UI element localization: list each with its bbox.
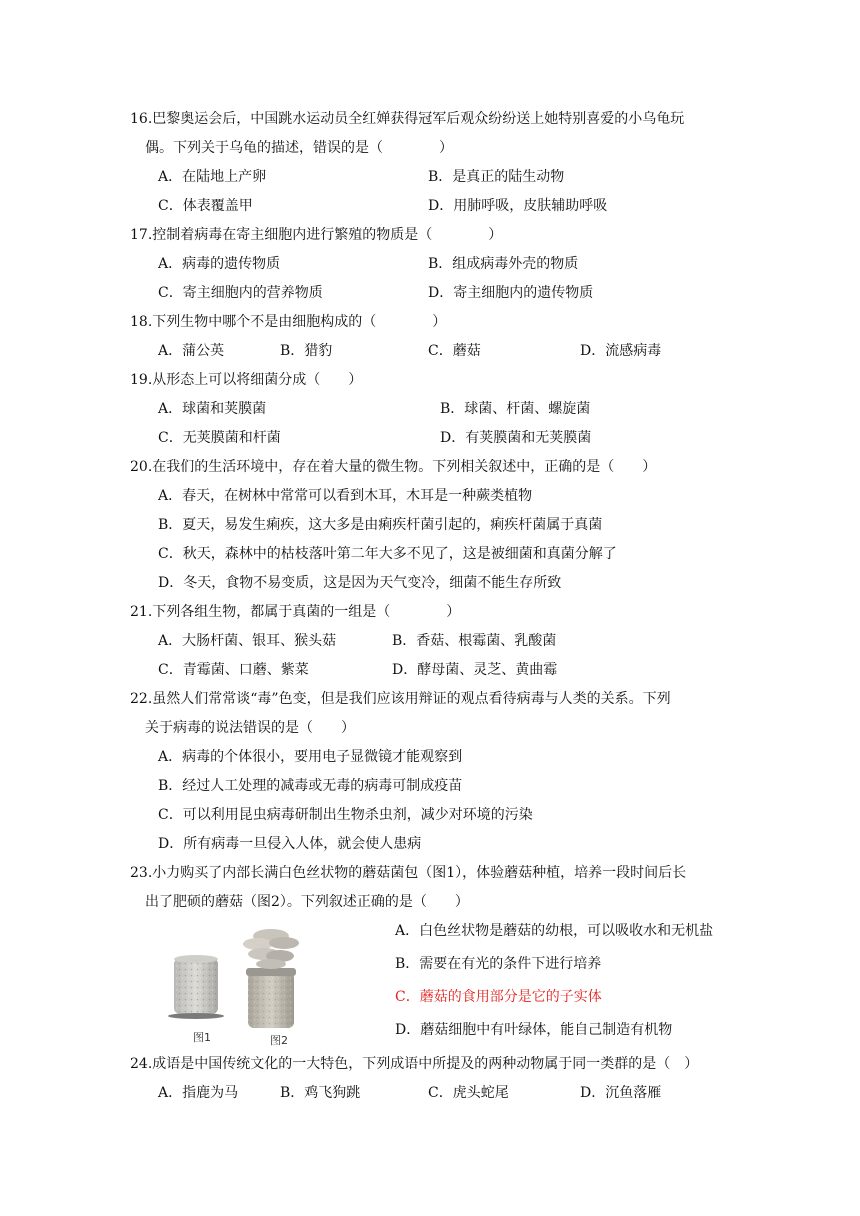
q22-option-c: C．可以利用昆虫病毒研制出生物杀虫剂，减少对环境的污染 xyxy=(158,807,533,823)
question-22-line1: 22.虽然人们常常谈“毒”色变，但是我们应该用辩证的观点看待病毒与人类的关系。下列 xyxy=(130,691,671,707)
q22-option-b: B．经过人工处理的减毒或无毒的病毒可制成疫苗 xyxy=(158,778,463,794)
q21-option-d: D．酵母菌、灵芝、黄曲霉 xyxy=(392,662,558,678)
q24-option-d: D．沉鱼落雁 xyxy=(580,1085,662,1101)
q24-option-b: B．鸡飞狗跳 xyxy=(280,1085,361,1101)
q20-option-b: B．夏天，易发生痢疾，这大多是由痢疾杆菌引起的，痢疾杆菌属于真菌 xyxy=(158,517,603,533)
q22-option-a: A．病毒的个体很小，要用电子显微镜才能观察到 xyxy=(158,749,463,765)
question-16-line1: 16.巴黎奥运会后，中国跳水运动员全红婵获得冠军后观众纷纷送上她特别喜爱的小乌龟玩 xyxy=(130,111,685,127)
question-19: 19.从形态上可以将细菌分成（ ） xyxy=(130,372,363,388)
q17-option-a: A．病毒的遗传物质 xyxy=(158,256,281,272)
q23-option-a: A．白色丝状物是蘑菇的幼根，可以吸收水和无机盐 xyxy=(395,923,714,939)
q17-option-b: B．组成病毒外壳的物质 xyxy=(428,256,579,272)
q21-option-c: C．青霉菌、口蘑、紫菜 xyxy=(158,662,309,678)
q19-option-b: B．球菌、杆菌、螺旋菌 xyxy=(440,401,591,417)
question-23-line1: 23.小力购买了内部长满白色丝状物的蘑菇菌包（图1），体验蘑菇种植，培养一段时间后长 xyxy=(130,865,687,881)
q23-option-b: B．需要在有光的条件下进行培养 xyxy=(395,956,602,972)
question-16-line2: 偶。下列关于乌龟的描述，错误的是（ ） xyxy=(145,140,453,156)
question-17: 17.控制着病毒在寄主细胞内进行繁殖的物质是（ ） xyxy=(130,227,503,243)
q23-option-c-answer: C．蘑菇的食用部分是它的子实体 xyxy=(395,989,602,1005)
q20-option-a: A．春天，在树林中常常可以看到木耳，木耳是一种蕨类植物 xyxy=(158,488,533,504)
q20-option-c: C．秋天，森林中的枯枝落叶第二年大多不见了，这是被细菌和真菌分解了 xyxy=(158,546,617,562)
q21-option-b: B．香菇、根霉菌、乳酸菌 xyxy=(392,633,557,649)
q18-option-a: A．蒲公英 xyxy=(158,343,225,359)
q18-option-d: D．流感病毒 xyxy=(580,343,662,359)
q22-option-d: D．所有病毒一旦侵入人体，就会使人患病 xyxy=(158,836,422,852)
question-18: 18.下列生物中哪个不是由细胞构成的（ ） xyxy=(130,314,447,330)
q16-option-a: A．在陆地上产卵 xyxy=(158,169,267,185)
q18-option-b: B．猎豹 xyxy=(280,343,333,359)
q16-option-c: C．体表覆盖甲 xyxy=(158,198,253,214)
q17-option-c: C．寄主细胞内的营养物质 xyxy=(158,285,323,301)
mushroom-bags-illustration xyxy=(160,926,360,1046)
question-21: 21.下列各组生物，都属于真菌的一组是（ ） xyxy=(130,604,461,620)
figure-1-caption: 图1 xyxy=(193,1031,211,1044)
question-20: 20.在我们的生活环境中，存在着大量的微生物。下列相关叙述中，正确的是（ ） xyxy=(130,459,657,475)
figure-2-bag-with-mushrooms xyxy=(243,929,299,1028)
question-22-line2: 关于病毒的说法错误的是（ ） xyxy=(145,720,355,736)
q19-option-c: C．无荚膜菌和杆菌 xyxy=(158,430,281,446)
q17-option-d: D．寄主细胞内的遗传物质 xyxy=(428,285,594,301)
q21-option-a: A．大肠杆菌、银耳、猴头菇 xyxy=(158,633,337,649)
question-23-line2: 出了肥硕的蘑菇（图2）。下列叙述正确的是（ ） xyxy=(145,894,469,910)
mushroom-figure xyxy=(160,926,360,1046)
q20-option-d: D．冬天，食物不易变质，这是因为天气变冷，细菌不能生存所致 xyxy=(158,575,562,591)
figure-1-bag xyxy=(168,955,224,1019)
figure-2-caption: 图2 xyxy=(270,1034,288,1047)
q16-option-b: B．是真正的陆生动物 xyxy=(428,169,565,185)
q19-option-a: A．球菌和荚膜菌 xyxy=(158,401,267,417)
q24-option-c: C．虎头蛇尾 xyxy=(428,1085,509,1101)
q24-option-a: A．指鹿为马 xyxy=(158,1085,239,1101)
q16-option-d: D．用肺呼吸，皮肤辅助呼吸 xyxy=(428,198,608,214)
q23-option-d: D．蘑菇细胞中有叶绿体，能自己制造有机物 xyxy=(395,1022,673,1038)
q18-option-c: C．蘑菇 xyxy=(428,343,481,359)
question-24: 24.成语是中国传统文化的一大特色，下列成语中所提及的两种动物属于同一类群的是（ ） xyxy=(130,1056,699,1072)
q19-option-d: D．有荚膜菌和无荚膜菌 xyxy=(440,430,592,446)
